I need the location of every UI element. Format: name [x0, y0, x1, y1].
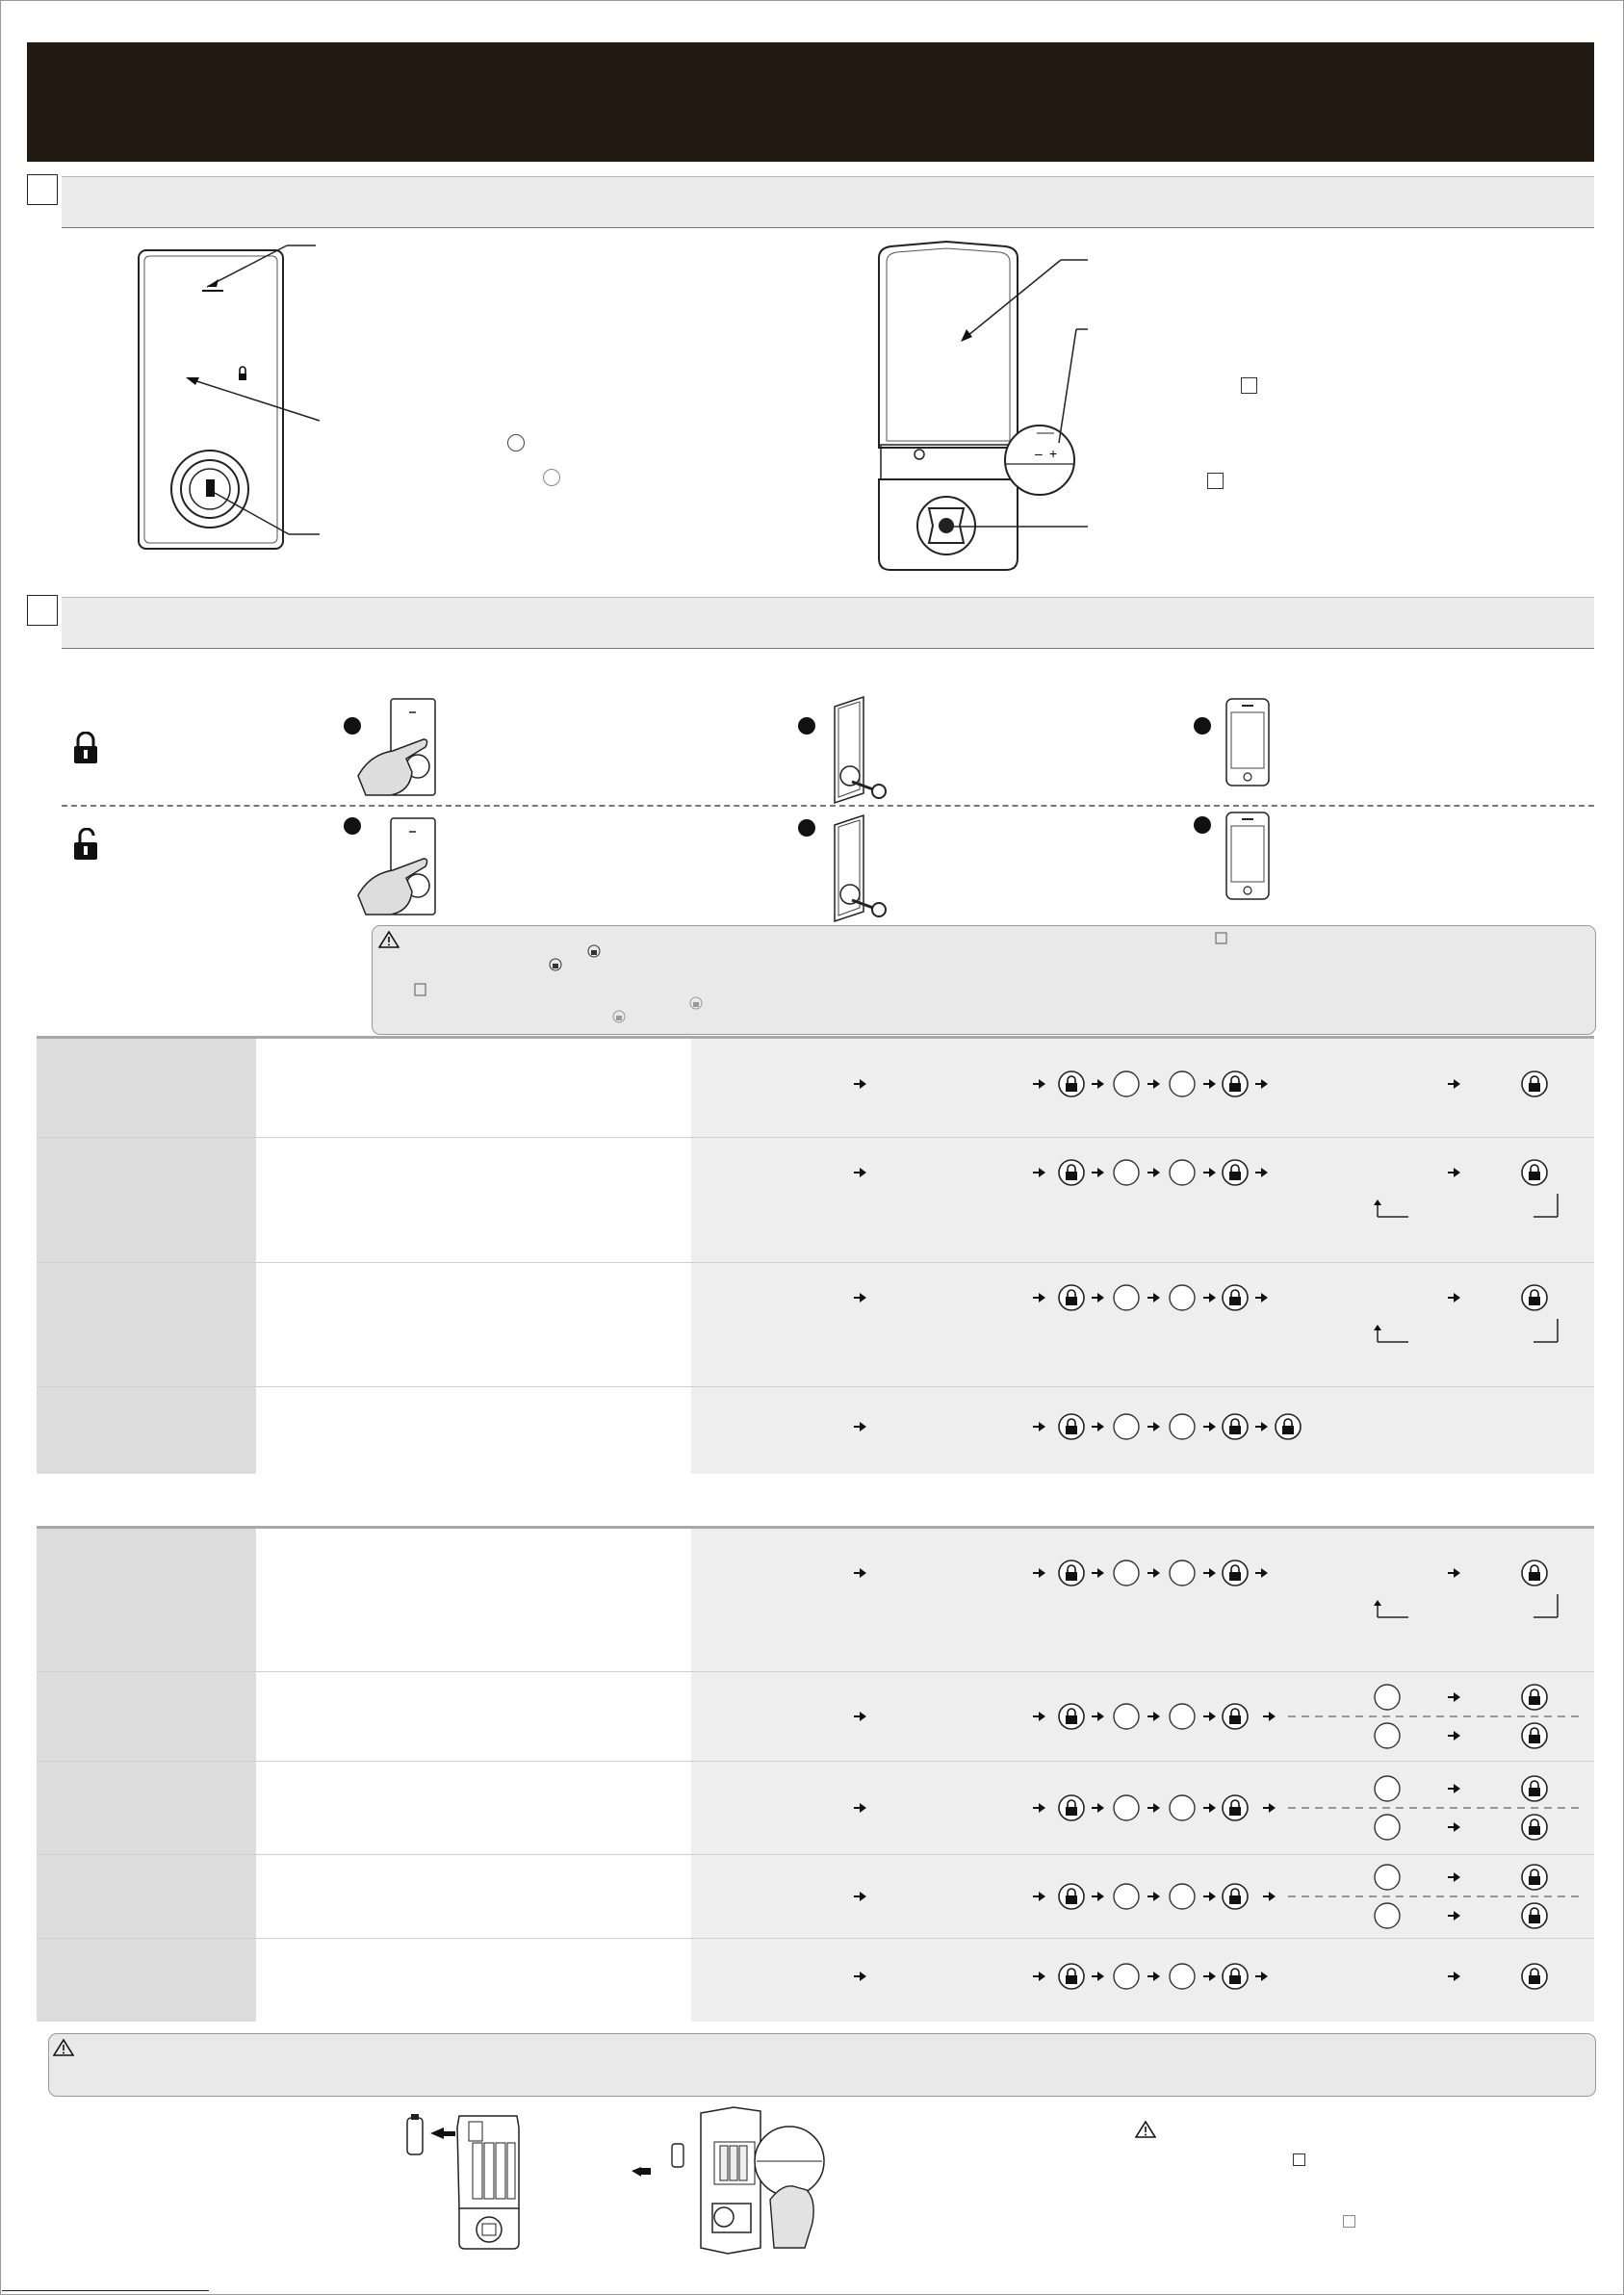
right-arrow-icon — [1203, 1712, 1216, 1721]
right-arrow-icon — [1448, 1079, 1460, 1089]
right-arrow-icon — [1147, 1972, 1160, 1981]
right-arrow-icon — [1448, 1784, 1460, 1793]
right-arrow-icon — [1448, 1822, 1460, 1832]
sequence — [37, 1672, 1594, 1761]
right-arrow-icon — [1448, 1168, 1460, 1177]
numbered-key-ring-icon — [1114, 1160, 1139, 1185]
numbered-key-ring-icon — [1375, 1723, 1400, 1748]
lock-button-icon — [1059, 1071, 1084, 1096]
battery-removal-diagram — [400, 2108, 534, 2253]
lock-button-icon — [1059, 1795, 1084, 1820]
numbered-key-ring-icon — [1375, 1903, 1400, 1928]
numbered-key-ring-icon — [1170, 1795, 1195, 1820]
numbered-key-ring-icon — [1375, 1776, 1400, 1801]
right-arrow-icon — [1033, 1422, 1045, 1431]
right-arrow-icon — [1033, 1079, 1045, 1089]
lock-button-icon — [1522, 1776, 1547, 1801]
right-arrow-icon — [1092, 1712, 1104, 1721]
lock-button-icon — [1522, 1865, 1547, 1890]
section-2-number-box — [27, 595, 58, 626]
numbered-key-ring-icon — [1170, 1285, 1195, 1310]
right-arrow-icon — [854, 1168, 866, 1177]
numbered-key-ring-icon — [1375, 1865, 1400, 1890]
step-dot-a3 — [1194, 717, 1211, 735]
sequence — [37, 1939, 1594, 2022]
lock-button-icon — [1276, 1414, 1301, 1439]
numbered-key-ring-icon — [1114, 1964, 1139, 1989]
sequence — [37, 1138, 1594, 1262]
right-arrow-icon — [1033, 1293, 1045, 1302]
hint-square-2 — [1207, 473, 1224, 489]
finger-press-keypad-icon — [356, 695, 452, 801]
right-arrow-icon — [1203, 1168, 1216, 1177]
lock-button-icon — [1522, 1560, 1547, 1586]
step-dot-b2 — [798, 819, 815, 837]
right-arrow-icon — [1255, 1568, 1268, 1578]
notice-top-glyphs — [373, 926, 1595, 1034]
numbered-key-ring-icon — [1114, 1560, 1139, 1586]
right-arrow-icon — [1092, 1293, 1104, 1302]
key-turn-icon — [823, 813, 900, 924]
right-arrow-icon — [1147, 1079, 1160, 1089]
numbered-key-ring-icon — [1114, 1285, 1139, 1310]
right-arrow-icon — [854, 1892, 866, 1901]
right-arrow-icon — [854, 1293, 866, 1302]
right-arrow-icon — [1147, 1568, 1160, 1578]
lock-button-icon — [1522, 1723, 1547, 1748]
lock-button-icon — [1059, 1560, 1084, 1586]
right-arrow-icon — [1033, 1168, 1045, 1177]
lock-button-icon — [1223, 1795, 1248, 1820]
right-arrow-icon — [1263, 1803, 1276, 1813]
right-arrow-icon — [1203, 1892, 1216, 1901]
right-arrow-icon — [1033, 1712, 1045, 1721]
section-1-number-box — [27, 174, 58, 205]
numbered-key-ring-icon — [1114, 1414, 1139, 1439]
table-row — [37, 1263, 1594, 1387]
finger-press-keypad-icon — [356, 814, 452, 920]
table-row — [37, 1939, 1594, 2022]
padlock-closed-icon — [71, 732, 100, 764]
lock-button-icon — [1522, 1685, 1547, 1710]
sequence — [37, 1762, 1594, 1854]
padlock-open-icon — [71, 828, 100, 861]
smartphone-icon — [1224, 811, 1273, 903]
table-row — [37, 1138, 1594, 1263]
right-arrow-icon — [1033, 1803, 1045, 1813]
lock-button-icon — [1522, 1160, 1547, 1185]
right-arrow-icon — [1092, 1079, 1104, 1089]
table-row — [37, 1039, 1594, 1138]
lock-button-icon — [1223, 1071, 1248, 1096]
table-row — [37, 1672, 1594, 1762]
svg-text:+: + — [1049, 446, 1058, 461]
right-arrow-icon — [1203, 1293, 1216, 1302]
right-arrow-icon — [1448, 1692, 1460, 1702]
lock-button-icon — [1059, 1414, 1084, 1439]
right-arrow-icon — [1203, 1079, 1216, 1089]
right-arrow-icon — [1255, 1168, 1268, 1177]
hint-square-1 — [1241, 377, 1257, 394]
lock-button-icon — [1522, 1285, 1547, 1310]
right-arrow-icon — [1263, 1892, 1276, 1901]
lock-button-icon — [1059, 1884, 1084, 1909]
right-arrow-icon — [854, 1803, 866, 1813]
numbered-key-ring-icon — [1114, 1704, 1139, 1729]
right-arrow-icon — [1203, 1568, 1216, 1578]
interior-callout-lines — [953, 250, 1097, 539]
numbered-key-ring-icon — [1170, 1884, 1195, 1909]
numbered-key-ring-icon — [1170, 1160, 1195, 1185]
warning-triangle-icon — [1135, 2120, 1156, 2139]
hint-square-3 — [1293, 2153, 1305, 2166]
numbered-key-ring-icon — [1170, 1560, 1195, 1586]
loop-arrow-head — [1374, 1600, 1381, 1606]
right-arrow-icon — [1092, 1803, 1104, 1813]
key-turn-icon — [823, 695, 900, 806]
lock-button-icon — [1223, 1884, 1248, 1909]
lock-button-icon — [1522, 1071, 1547, 1096]
right-arrow-icon — [1255, 1293, 1268, 1302]
right-arrow-icon — [1147, 1293, 1160, 1302]
notice-top — [372, 925, 1596, 1035]
warning-triangle-icon — [53, 2038, 74, 2057]
step-dot-b3 — [1194, 816, 1211, 834]
smartphone-icon — [1224, 697, 1273, 789]
right-arrow-icon — [1203, 1422, 1216, 1431]
right-arrow-icon — [1448, 1972, 1460, 1981]
notice-bottom — [48, 2033, 1596, 2097]
numbered-key-ring-icon — [1170, 1071, 1195, 1096]
lock-button-icon — [1223, 1704, 1248, 1729]
loop-arrow-head — [1374, 1199, 1381, 1205]
lock-button-icon — [1223, 1560, 1248, 1586]
table-row — [37, 1855, 1594, 1939]
header-band — [27, 42, 1594, 162]
numbered-key-ring-icon — [1170, 1414, 1195, 1439]
right-arrow-icon — [1092, 1168, 1104, 1177]
right-arrow-icon — [1448, 1911, 1460, 1921]
numbered-key-ring-icon — [1114, 1071, 1139, 1096]
table-row — [37, 1529, 1594, 1672]
section-2-bar — [62, 597, 1594, 649]
lock-button-icon — [1059, 1704, 1084, 1729]
right-arrow-icon — [1147, 1422, 1160, 1431]
right-arrow-icon — [1203, 1972, 1216, 1981]
numbered-key-ring-icon — [1170, 1704, 1195, 1729]
right-arrow-icon — [1092, 1892, 1104, 1901]
step-dot-a2 — [798, 717, 815, 735]
numbered-key-ring-icon — [1375, 1815, 1400, 1840]
lock-button-icon — [1522, 1903, 1547, 1928]
sequence — [37, 1529, 1594, 1671]
right-arrow-icon — [854, 1422, 866, 1431]
right-arrow-icon — [1147, 1712, 1160, 1721]
right-arrow-icon — [854, 1079, 866, 1089]
right-arrow-icon — [1448, 1731, 1460, 1741]
right-arrow-icon — [854, 1568, 866, 1578]
lock-button-icon — [1223, 1414, 1248, 1439]
lock-button-icon — [1223, 1160, 1248, 1185]
lock-button-icon — [1223, 1964, 1248, 1989]
lock-button-icon — [1223, 1285, 1248, 1310]
right-arrow-icon — [1203, 1803, 1216, 1813]
loop-arrow-head — [1374, 1325, 1381, 1330]
numbered-key-ring-icon — [1375, 1685, 1400, 1710]
right-arrow-icon — [854, 1712, 866, 1721]
right-arrow-icon — [854, 1972, 866, 1981]
right-arrow-icon — [1448, 1568, 1460, 1578]
front-callout-lines — [130, 241, 322, 549]
hint-circle-1 — [507, 434, 525, 451]
lock-button-icon — [1059, 1160, 1084, 1185]
battery-insert-diagram — [628, 2103, 830, 2257]
right-arrow-icon — [1147, 1892, 1160, 1901]
right-arrow-icon — [1092, 1972, 1104, 1981]
right-arrow-icon — [1147, 1168, 1160, 1177]
lock-unlock-divider — [62, 805, 1594, 807]
section-1-bar — [62, 176, 1594, 228]
svg-text:–: – — [1035, 446, 1043, 461]
right-arrow-icon — [1448, 1872, 1460, 1882]
lock-button-icon — [1059, 1964, 1084, 1989]
right-arrow-icon — [1255, 1972, 1268, 1981]
sequence — [37, 1387, 1594, 1474]
numbered-key-ring-icon — [1114, 1795, 1139, 1820]
hint-circle-2 — [543, 469, 560, 486]
numbered-key-ring-icon — [1114, 1884, 1139, 1909]
right-arrow-icon — [1092, 1568, 1104, 1578]
numbered-key-ring-icon — [1170, 1964, 1195, 1989]
footer-rule — [2, 2290, 209, 2291]
right-arrow-icon — [1033, 1568, 1045, 1578]
lock-button-icon — [1522, 1964, 1547, 1989]
right-arrow-icon — [1448, 1293, 1460, 1302]
right-arrow-icon — [1033, 1892, 1045, 1901]
hint-square-4 — [1343, 2215, 1355, 2228]
right-arrow-icon — [1263, 1712, 1276, 1721]
right-arrow-icon — [1255, 1079, 1268, 1089]
table-row — [37, 1387, 1594, 1474]
right-arrow-icon — [1147, 1803, 1160, 1813]
right-arrow-icon — [1033, 1972, 1045, 1981]
table-row — [37, 1762, 1594, 1855]
sequence — [37, 1855, 1594, 1938]
right-arrow-icon — [1092, 1422, 1104, 1431]
sequence — [37, 1039, 1594, 1137]
right-arrow-icon — [1255, 1422, 1268, 1431]
lock-button-icon — [1522, 1815, 1547, 1840]
lock-button-icon — [1059, 1285, 1084, 1310]
sequence — [37, 1263, 1594, 1386]
